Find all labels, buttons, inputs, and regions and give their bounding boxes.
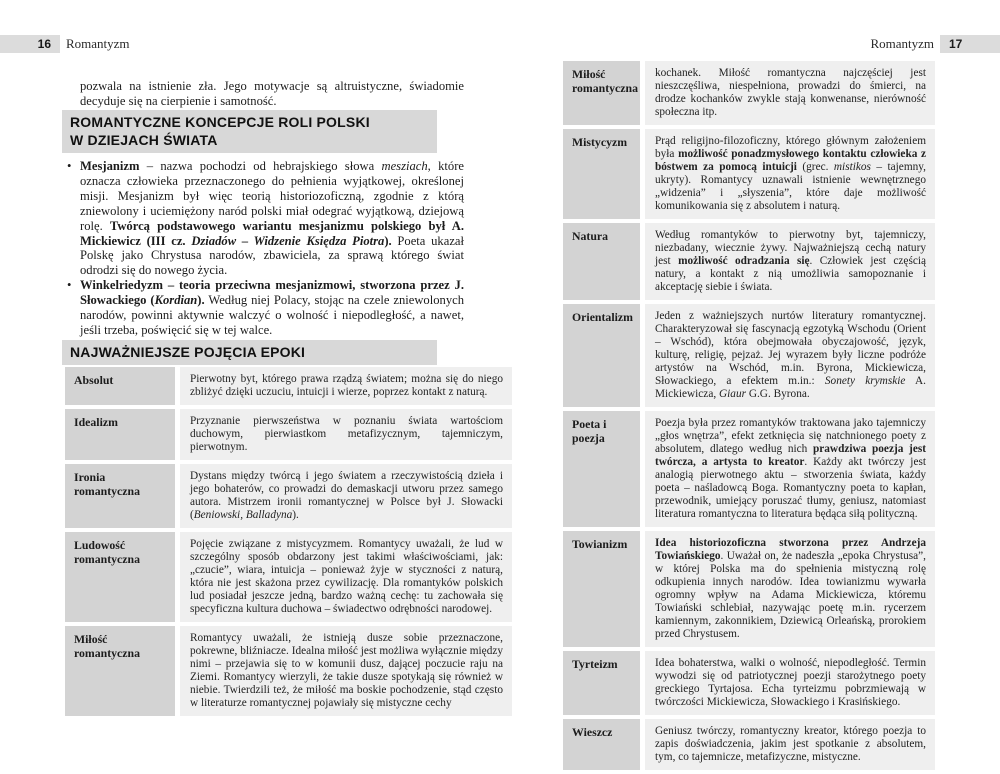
definition-cell: Idea historiozoficzna stworzona przez Andrzeja Towiańskiego. Uważał on, że nadeszła „epoka Chrystusa”, w której Polska ma do spełnienia mistyczną rolę odkupienia innych narodów. Idea towianizmu wywarła ogromny wpływ na Adama Mickiewicza, któremu Towiański schlebiał, nazywając poetę m.in. rycerzem kamiennym, zakonnikiem, Dziewicą Orleańską, prorokiem przed Chrystusem. — [645, 531, 935, 647]
term-cell: Orientalizm — [563, 304, 640, 407]
definition-cell: Dystans między twórcą i jego światem a rzeczywistością dzieła i jego bohaterów, co prowadzi do demaskacji utworu przez samego autora. Mistrzem ironii romantycznej w Polsce był J. Słowacki (Beniowski, Balladyna). — [180, 464, 512, 528]
table-row — [563, 651, 935, 715]
definition-cell: Romantycy uważali, że istnieją dusze sobie przeznaczone, pokrewne, bliźniacze. Idealna miłość jest możliwa wyłącznie między nimi – przejawia się to w komunii dusz, dającej poczucie raju na Ziemi. Romantycy wierzyli, że takie dusze spotykają się również w niebie. Twierdzili też, że miłość ma boskie pochodzenie, stąd często w literaturze romantycznej pojawiały się mistyczne cechy — [180, 626, 512, 716]
definition-cell: Geniusz twórczy, romantyczny kreator, którego poezja to zapis doświadczenia, jakim jest spotkanie z absolutem, tym, co tajemnicze, metafizyczne, mistyczne. — [645, 719, 935, 770]
bullet-text-mesjanizm: Mesjanizm – nazwa pochodzi od hebrajskiego słowa mesziach, które oznacza człowieka przeznaczonego do pełnienia wyjątkowej, określonej misji. Mesjanizm był więc teorią historiozoficzną, zgodnie z którą zniewolony i uciemiężony naród polski miał odegrać wyjątkową, dziejową rolę. Twórcą podstawowego wariantu mesjanizmu polskiego był A. Mickiewicz (III cz. Dziadów – Widzenie Księdza Piotra). Poeta ukazał Polskę jako Chrystusa narodów, zbawiciela, za sprawą którego świat odrodzi się do nowego życia. — [80, 159, 465, 278]
table-row — [563, 719, 935, 770]
left-pagenum-bar — [0, 35, 60, 53]
definition-cell: Jeden z ważniejszych nurtów literatury romantycznej. Charakteryzował się fascynacją egzotyką Wschodu (Orient – Wschód), która obejmowała obyczajowość, język, kulturę, religię, pejzaż. Jej wyrazem były liczne podróże artystów na Wschód, m.in. Byrona, Mickiewicza, Słowackiego, a efektem m.in.: Sonety krymskie A. Mickiewicza, Giaur G.G. Byrona. — [645, 304, 935, 407]
definition-cell: Idea bohaterstwa, walki o wolność, niepodległość. Termin wywodzi się od patriotycznej poezji starożytnego poety greckiego Tyrtajosa. Echa tyrteizmu pobrzmiewają w twórczości Mickiewicza, Słowackiego i Krasińskiego. — [645, 651, 935, 715]
right-page-number: 17 — [949, 37, 963, 51]
definition-cell: Pierwotny byt, którego prawa rządzą światem; można się do niego zbliżyć dzięki uczuciu, intuicji i wierze, poprzez kontakt z naturą. — [180, 367, 512, 405]
roles-bullet-list — [63, 159, 464, 338]
table-row — [65, 367, 512, 405]
table-row — [563, 304, 935, 407]
terms-table-left-page — [65, 367, 512, 720]
section-heading-roles-line1: ROMANTYCZNE KONCEPCJE ROLI POLSKI — [70, 114, 370, 130]
definition-cell: Poezja była przez romantyków traktowana jako tajemniczy „głos wnętrza”, efekt zetknięcia się natchnionego poety z absolutem, dlatego według nich prawdziwa poezja jest twórcza, a artysta to kreator. Każdy akt twórczy jest analogią pierwotnego aktu – stworzenia świata, każdy poeta – naśladowcą Boga. Romantyczny poeta to kapłan, przewodnik, umiejący poruszać tłumy, geniusz, natomiast literatura romantyczna to literatura będąca siłą polityczną. — [645, 411, 935, 527]
bullet-marker-icon: • — [67, 159, 72, 173]
terms-table-right-page — [563, 61, 935, 774]
definition-cell: Według romantyków to pierwotny byt, tajemniczy, niezbadany, wiecznie żywy. Najważniejszą cechą natury jest możliwość odradzania się. Człowiek jest częścią natury, a kontakt z nią umożliwia samopoznanie i akceptację siebie i świata. — [645, 223, 935, 300]
term-cell: Ludowość romantyczna — [65, 532, 175, 622]
term-cell: Ironia romantyczna — [65, 464, 175, 528]
term-cell: Poeta i poezja — [563, 411, 640, 527]
section-heading-terms — [62, 340, 437, 365]
term-cell: Tyrteizm — [563, 651, 640, 715]
table-row — [563, 61, 935, 125]
term-cell: Idealizm — [65, 409, 175, 460]
bullet-item-winkelriedyzm — [63, 278, 464, 338]
bullet-text-winkelriedyzm: Winkelriedyzm – teoria przeciwna mesjanizmowi, stworzona przez J. Słowackiego (Kordian). Według niej Polacy, stojąc na czele zniewolonych narodów, powinni aktywnie walczyć o wolność i niepodległość, a nawet, jeśli trzeba, poświęcić się w tej walce. — [80, 278, 465, 337]
term-cell: Natura — [563, 223, 640, 300]
definition-cell: kochanek. Miłość romantyczna najczęściej jest nieszczęśliwa, niespełniona, prowadzi do śmierci, na drodze kochanków zwykle stają konwenanse, nierówność społeczna itp. — [645, 61, 935, 125]
term-cell: Wieszcz — [563, 719, 640, 770]
definition-cell: Przyznanie pierwszeństwa w poznaniu świata wartościom duchowym, pierwiastkom metafizycznym, tajemniczym, pierwotnym. — [180, 409, 512, 460]
term-cell: Mistycyzm — [563, 129, 640, 219]
left-page-number: 16 — [37, 37, 51, 51]
bullet-marker-icon: • — [67, 278, 72, 293]
right-pagenum-bar — [940, 35, 1000, 53]
table-row — [65, 532, 512, 622]
term-cell: Absolut — [65, 367, 175, 405]
section-heading-terms-title: NAJWAŻNIEJSZE POJĘCIA EPOKI — [70, 344, 306, 360]
right-running-title: Romantyzm — [870, 36, 934, 51]
term-cell: Towianizm — [563, 531, 640, 647]
definition-cell: Prąd religijno-filozoficzny, którego głównym założeniem była możliwość ponadzmysłowego kontaktu człowieka z bóstwem za pomocą intuicji (grec. mistikos – tajemny, ukryty). Romantycy uznawali istnienie wewnętrznego „widzenia” i „słyszenia”, które daje możliwość komunikowania się z absolutem i naturą. — [645, 129, 935, 219]
table-row — [65, 626, 512, 716]
section-heading-roles-line2: W DZIEJACH ŚWIATA — [70, 132, 218, 148]
bullet-item-mesjanizm — [63, 159, 464, 278]
definition-cell: Pojęcie związane z mistycyzmem. Romantycy uważali, że lud w szczególny sposób obdarzony jest takimi właściwościami, jak: „czucie”, wiara, intuicja – ponieważ żyje w styczności z naturą, która nie jest skażona przez cywilizację. Dla romantyków polskich lud posiadał jeszcze jedną, bardzo ważną cechę: tu zachowała się specyficzna kultura duchowa – świadectwo odrębności narodowej. — [180, 532, 512, 622]
term-cell: Miłość romantyczna — [563, 61, 640, 125]
term-cell: Miłość romantyczna — [65, 626, 175, 716]
table-row — [65, 409, 512, 460]
table-row — [563, 411, 935, 527]
table-row — [65, 464, 512, 528]
table-row — [563, 531, 935, 647]
left-running-title: Romantyzm — [66, 36, 130, 51]
section-heading-roles — [62, 110, 437, 153]
table-row — [563, 129, 935, 219]
table-row — [563, 223, 935, 300]
intro-paragraph: pozwala na istnienie zła. Jego motywacje są altruistyczne, świadomie decyduje się na cierpienie i samotność. — [80, 78, 464, 108]
